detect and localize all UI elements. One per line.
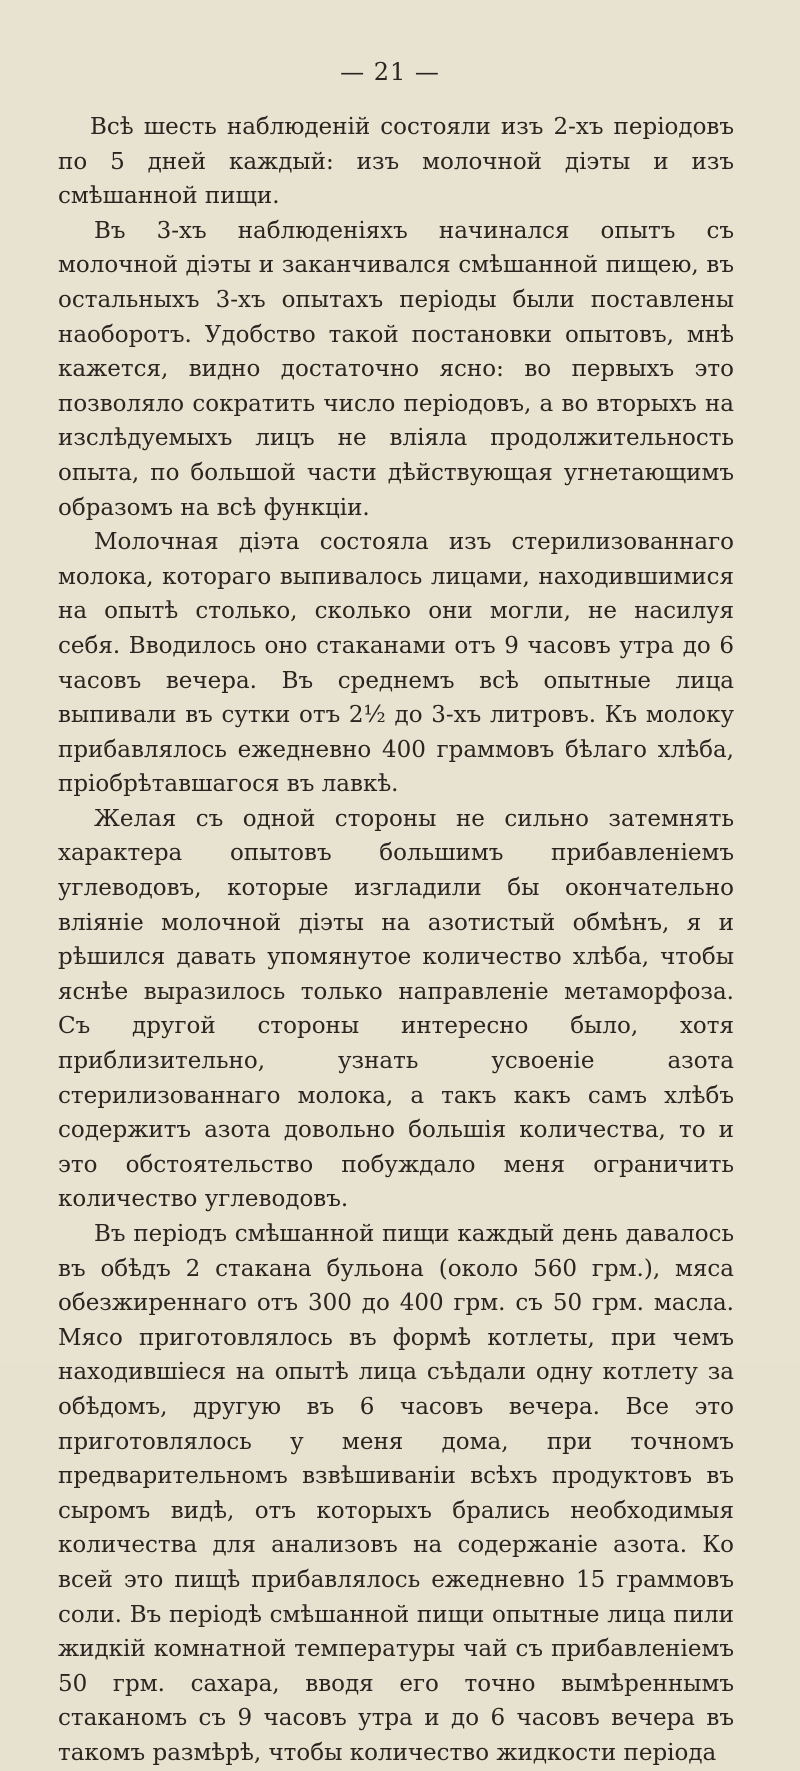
paragraph-1: Всѣ шесть наблюденій состояли изъ 2-хъ періодовъ по 5 дней каждый: изъ молочной діэты и изъ смѣшанной пищи.: [58, 114, 734, 210]
body-text: [58, 110, 734, 1771]
paragraph-5: Въ періодъ смѣшанной пищи каждый день давалось въ обѣдъ 2 стакана бульона (около 560 грм.), мяса обезжиреннаго отъ 300 до 400 грм. съ 50 грм. масла. Мясо приготовлялось въ формѣ котлеты, при чемъ находившіеся на опытѣ лица съѣдали одну котлету за обѣдомъ, другую въ 6 часовъ вечера. Все это приготовлялось у меня дома, при точномъ предварительномъ взвѣшиваніи всѣхъ продуктовъ въ сыромъ видѣ, отъ которыхъ брались необходимыя количества для анализовъ на содержаніе азота. Ко всей это пищѣ прибавлялось ежедневно 15 граммовъ соли. Въ періодѣ смѣшанной пищи опытные лица пили жидкій комнатной температуры чай съ прибавленіемъ 50 грм. сахара, вводя его точно вымѣреннымъ стаканомъ съ 9 часовъ утра и до 6 часовъ вечера въ такомъ размѣрѣ, чтобы количество жидкости періода: [58, 1221, 734, 1766]
paragraph-3: Молочная діэта состояла изъ стерилизованнаго молока, котораго выпивалось лицами, находившимися на опытѣ столько, сколько они могли, не насилуя себя. Вводилось оно стаканами отъ 9 часовъ утра до 6 часовъ вечера. Въ среднемъ всѣ опытные лица выпивали въ сутки отъ 2½ до 3-хъ литровъ. Къ молоку прибавлялось ежедневно 400 граммовъ бѣлаго хлѣба, пріобрѣтавшагося въ лавкѣ.: [58, 529, 734, 798]
page-number: — 21 —: [340, 58, 440, 86]
paragraph-4: Желая съ одной стороны не сильно затемнять характера опытовъ большимъ прибавленіемъ углеводовъ, которые изгладили бы окончательно вліяніе молочной діэты на азотистый обмѣнъ, я и рѣшился давать упомянутое количество хлѣба, чтобы яснѣе выразилось только направленіе метаморфоза. Съ другой стороны интересно было, хотя приблизительно, узнать усвоеніе азота стерилизованнаго молока, а такъ какъ самъ хлѣбъ содержитъ азота довольно большія количества, то и это обстоятельство побуждало меня ограничить количество углеводовъ.: [58, 805, 734, 1213]
paragraph-2: Въ 3-хъ наблюденіяхъ начинался опытъ съ молочной діэты и заканчивался смѣшанной пищею, въ остальныхъ 3-хъ опытахъ періоды были поставлены наоборотъ. Удобство такой постановки опытовъ, мнѣ кажется, видно достаточно ясно: во первыхъ это позволяло сократить число періодовъ, а во вторыхъ на изслѣдуемыхъ лицъ не вліяла продолжительность опыта, по большой части дѣйствующая угнетающимъ образомъ на всѣ функціи.: [58, 217, 734, 521]
